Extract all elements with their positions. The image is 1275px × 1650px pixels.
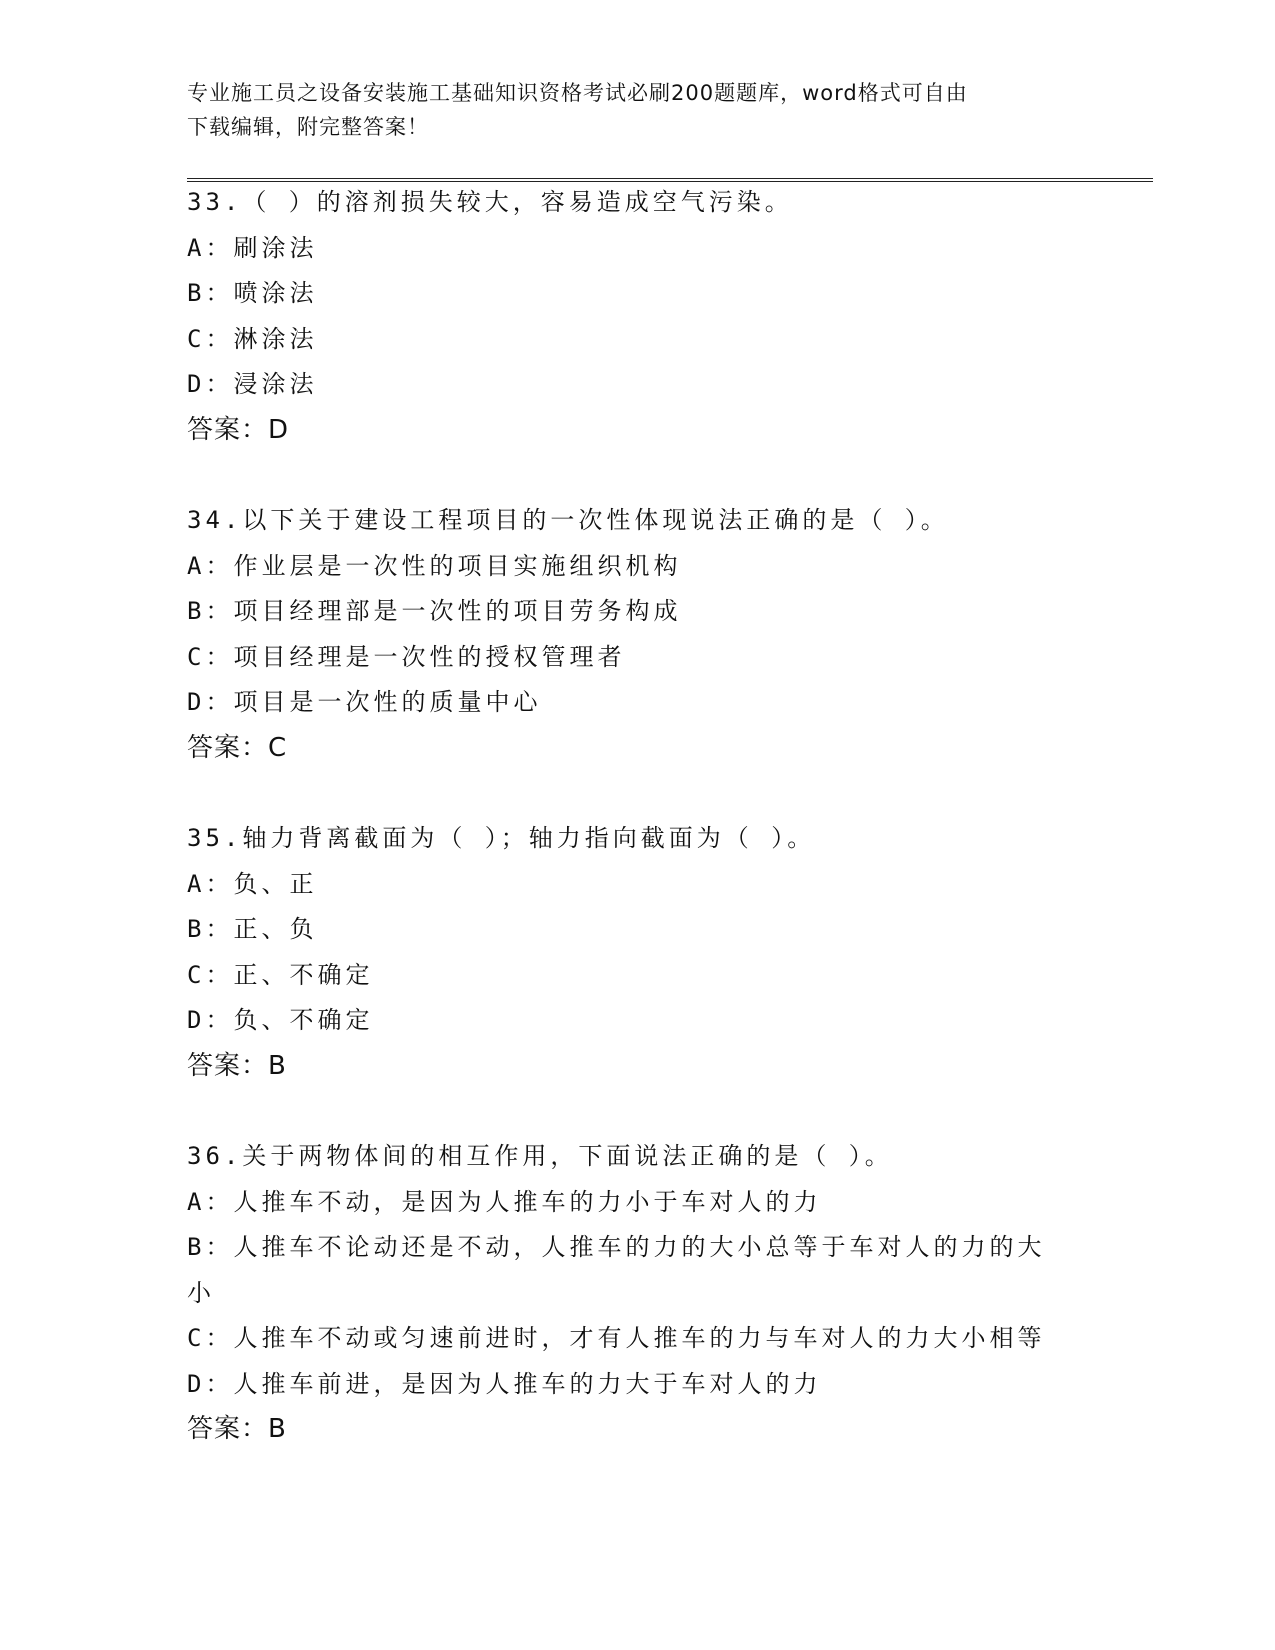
option-a: A：作业层是一次性的项目实施组织机构 (187, 551, 682, 580)
option-a: A：人推车不动，是因为人推车的力小于车对人的力 (187, 1187, 822, 1216)
question-36 (187, 1134, 1087, 1453)
question-33 (187, 180, 1087, 453)
option-d: D：项目是一次性的质量中心 (187, 688, 542, 716)
option-b: B：项目经理部是一次性的项目劳务构成 (187, 597, 682, 625)
answer: 答案：D (187, 414, 290, 445)
header-line-1: 专业施工员之设备安装施工基础知识资格考试必刷200题题库，word格式可自由 (187, 81, 968, 105)
option-b: B：喷涂法 (187, 279, 318, 307)
option-d: D：人推车前进，是因为人推车的力大于车对人的力 (187, 1369, 822, 1398)
header-line-2: 下载编辑，附完整答案！ (187, 115, 429, 139)
option-b: B：人推车不论动还是不动，人推车的力的大小总等于车对人的力的大小 (187, 1233, 1046, 1307)
question-stem: 33.（ ）的溶剂损失较大，容易造成空气污染。 (187, 188, 793, 216)
option-c: C：正、不确定 (187, 960, 374, 989)
question-34 (187, 498, 1087, 771)
answer: 答案：B (187, 1050, 287, 1081)
option-a: A：刷涂法 (187, 233, 318, 262)
option-c: C：淋涂法 (187, 324, 318, 353)
option-a: A：负、正 (187, 869, 318, 898)
option-c: C：项目经理是一次性的授权管理者 (187, 642, 626, 671)
option-d: D：负、不确定 (187, 1006, 374, 1034)
option-c: C：人推车不动或匀速前进时，才有人推车的力与车对人的力大小相等 (187, 1324, 1046, 1352)
document-header (187, 76, 1067, 144)
question-35 (187, 816, 1087, 1089)
option-d: D：浸涂法 (187, 370, 318, 398)
question-stem: 36.关于两物体间的相互作用，下面说法正确的是（ ）。 (187, 1142, 893, 1170)
answer: 答案：B (187, 1414, 287, 1444)
answer: 答案：C (187, 732, 288, 763)
question-stem: 34.以下关于建设工程项目的一次性体现说法正确的是（ ）。 (187, 506, 949, 534)
option-b: B：正、负 (187, 915, 318, 943)
question-stem: 35.轴力背离截面为（ ）；轴力指向截面为（ ）。 (187, 824, 816, 852)
